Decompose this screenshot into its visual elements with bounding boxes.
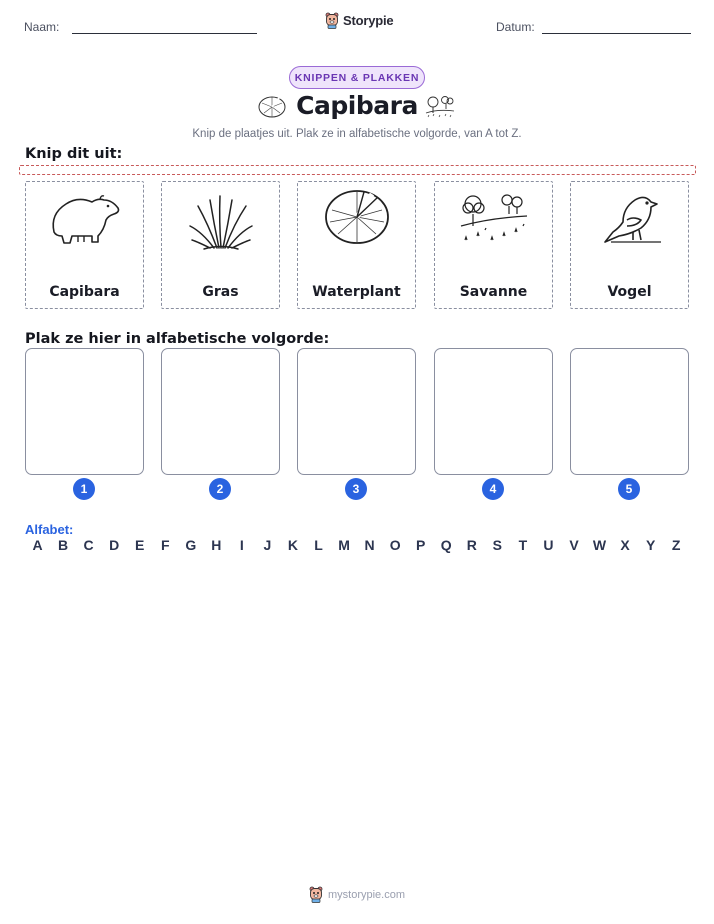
cut-card-water-plant[interactable] xyxy=(297,181,416,309)
paste-box-2[interactable] xyxy=(161,348,280,475)
cut-card-grass[interactable] xyxy=(161,181,280,309)
number-badge: 3 xyxy=(345,478,367,500)
card-label: Waterplant xyxy=(312,284,401,300)
alphabet-letter: P xyxy=(416,537,426,553)
alphabet-letter: R xyxy=(466,537,477,553)
paste-box-1[interactable] xyxy=(25,348,144,475)
name-label: Naam: xyxy=(24,20,60,34)
activity-badge: KNIPPEN & PLAKKEN xyxy=(289,66,425,89)
page-title: Capibara xyxy=(296,91,418,120)
number-badge: 5 xyxy=(618,478,640,500)
footer-url: mystorypie.com xyxy=(327,888,406,901)
alphabet-letter: U xyxy=(543,537,554,553)
alphabet-letter: X xyxy=(620,537,630,553)
alphabet-letter: N xyxy=(364,537,375,553)
alphabet-heading: Alfabet: xyxy=(25,522,74,537)
alphabet-letter: O xyxy=(389,537,401,553)
storypie-mascot-icon xyxy=(325,12,339,29)
cut-heading: Knip dit uit: xyxy=(25,146,123,162)
water-lily-icon xyxy=(298,186,417,256)
footer xyxy=(0,886,714,903)
alphabet-letter: H xyxy=(211,537,222,553)
alphabet-letter: M xyxy=(338,537,350,553)
alphabet-letter: J xyxy=(263,537,272,553)
alphabet-letter: A xyxy=(32,537,43,553)
savanna-icon xyxy=(424,94,456,120)
alphabet-letter: Y xyxy=(645,537,656,553)
alphabet-letter: K xyxy=(287,537,299,553)
date-line[interactable] xyxy=(542,33,691,34)
alphabet-letter: F xyxy=(160,537,170,553)
alphabet-letter: G xyxy=(185,537,197,553)
alphabet-letter: B xyxy=(57,537,69,553)
cut-line xyxy=(19,165,696,175)
paste-box-3[interactable] xyxy=(297,348,416,475)
bird-icon xyxy=(571,186,690,256)
card-label: Gras xyxy=(202,284,239,300)
grass-icon xyxy=(162,186,281,256)
paste-box-4[interactable] xyxy=(434,348,553,475)
card-label: Capibara xyxy=(49,284,120,300)
alphabet-letter: D xyxy=(109,537,120,553)
paste-heading: Plak ze hier in alfabetische volgorde: xyxy=(25,331,330,347)
alphabet-letter: S xyxy=(492,537,503,553)
alphabet-row xyxy=(25,537,689,553)
alphabet-letter: T xyxy=(518,537,528,553)
savanna-icon xyxy=(435,186,554,256)
storypie-mascot-icon xyxy=(309,886,323,903)
alphabet-letter: Z xyxy=(671,537,681,553)
brand-name: Storypie xyxy=(343,13,394,28)
date-label: Datum: xyxy=(496,20,535,34)
paste-box-5[interactable] xyxy=(570,348,689,475)
alphabet-letter: I xyxy=(239,537,244,553)
alphabet-letter: E xyxy=(135,537,145,553)
alphabet-letter: C xyxy=(83,537,94,553)
name-line[interactable] xyxy=(72,33,257,34)
cut-card-capybara[interactable] xyxy=(25,181,144,309)
alphabet-letter: Q xyxy=(440,537,452,553)
alphabet-letter: L xyxy=(314,537,323,553)
number-badge: 1 xyxy=(73,478,95,500)
alphabet-letter: W xyxy=(592,537,607,553)
cut-card-bird[interactable] xyxy=(570,181,689,309)
instructions: Knip de plaatjes uit. Plak ze in alfabetische volgorde, van A tot Z. xyxy=(192,128,522,140)
card-label: Vogel xyxy=(607,284,652,300)
number-badge: 4 xyxy=(482,478,504,500)
number-badge: 2 xyxy=(209,478,231,500)
capybara-icon xyxy=(26,186,145,256)
cut-card-savanna[interactable] xyxy=(434,181,553,309)
brand-logo xyxy=(325,12,393,29)
card-label: Savanne xyxy=(459,284,528,300)
alphabet-letter: V xyxy=(569,537,579,553)
